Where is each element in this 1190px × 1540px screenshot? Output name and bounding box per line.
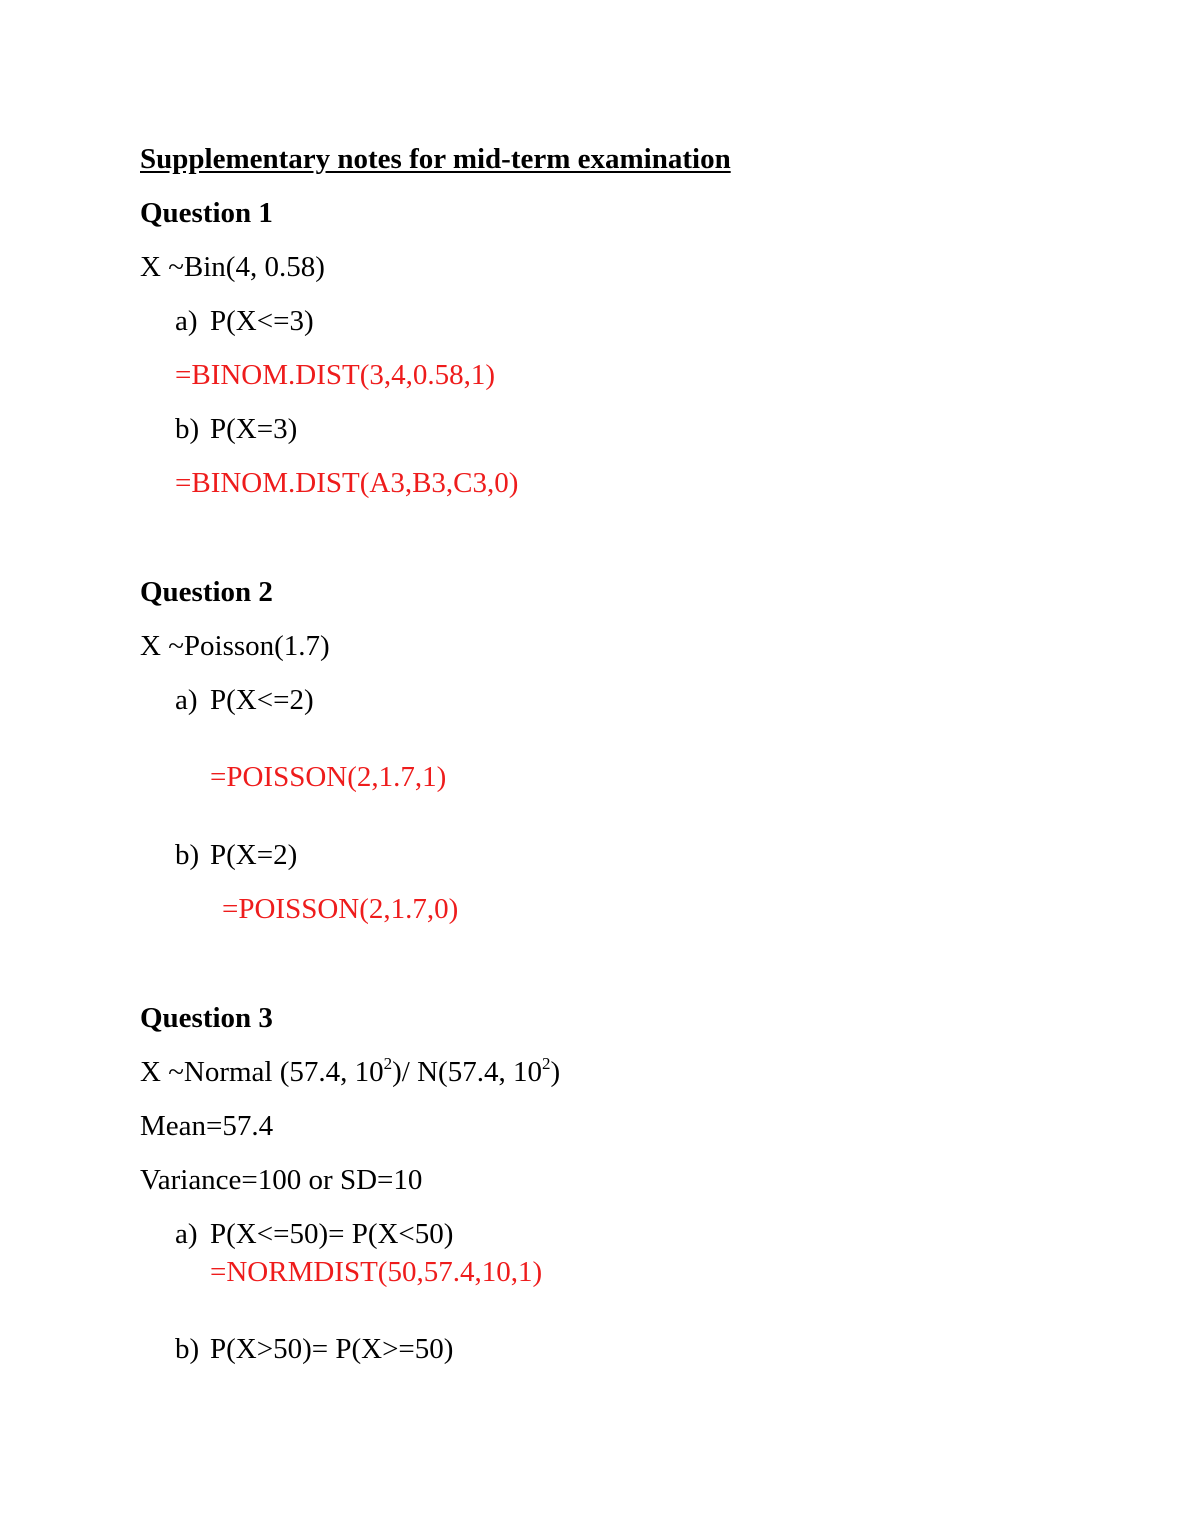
document-title: Supplementary notes for mid-term examination [140,143,731,175]
question-2-part-b [175,838,297,872]
question-1-part-a [175,304,314,338]
question-2-distribution: X ~Poisson(1.7) [140,630,330,662]
question-1-heading: Question 1 [140,197,273,229]
part-a-text: P(X<=3) [210,305,314,337]
distribution-text-1: X ~Normal (57.4, 10 [140,1056,384,1088]
question-1-part-b [175,412,297,446]
part-a-label: a) [175,1218,198,1250]
exponent-1: 2 [383,1054,393,1073]
question-2-part-b-formula: =POISSON(2,1.7,0) [222,893,459,925]
part-b-label: b) [175,1333,200,1365]
question-3-part-a-formula: =NORMDIST(50,57.4,10,1) [210,1256,543,1288]
part-a-label: a) [175,684,198,716]
part-a-text: P(X<=50)= P(X<50) [210,1218,454,1250]
part-b-text: P(X=2) [210,839,298,871]
question-3-distribution [140,1055,560,1089]
question-2-part-a [175,683,314,717]
exponent-2: 2 [541,1054,551,1073]
part-b-text: P(X>50)= P(X>=50) [210,1333,454,1365]
distribution-text-2: )/ N(57.4, 10 [392,1056,542,1088]
question-2-heading: Question 2 [140,576,273,608]
question-3-part-a [175,1217,453,1251]
part-b-text: P(X=3) [210,413,298,445]
question-1-part-a-formula: =BINOM.DIST(3,4,0.58,1) [175,359,496,391]
question-3-variance: Variance=100 or SD=10 [140,1164,423,1196]
part-a-label: a) [175,305,198,337]
question-3-mean: Mean=57.4 [140,1110,274,1142]
question-1-distribution: X ~Bin(4, 0.58) [140,251,325,283]
part-a-text: P(X<=2) [210,684,314,716]
question-1-part-b-formula: =BINOM.DIST(A3,B3,C3,0) [175,467,519,499]
part-b-label: b) [175,839,200,871]
part-b-label: b) [175,413,200,445]
question-3-heading: Question 3 [140,1002,273,1034]
distribution-text-3: ) [550,1056,561,1088]
question-3-part-b [175,1332,453,1366]
question-2-part-a-formula: =POISSON(2,1.7,1) [210,761,447,793]
